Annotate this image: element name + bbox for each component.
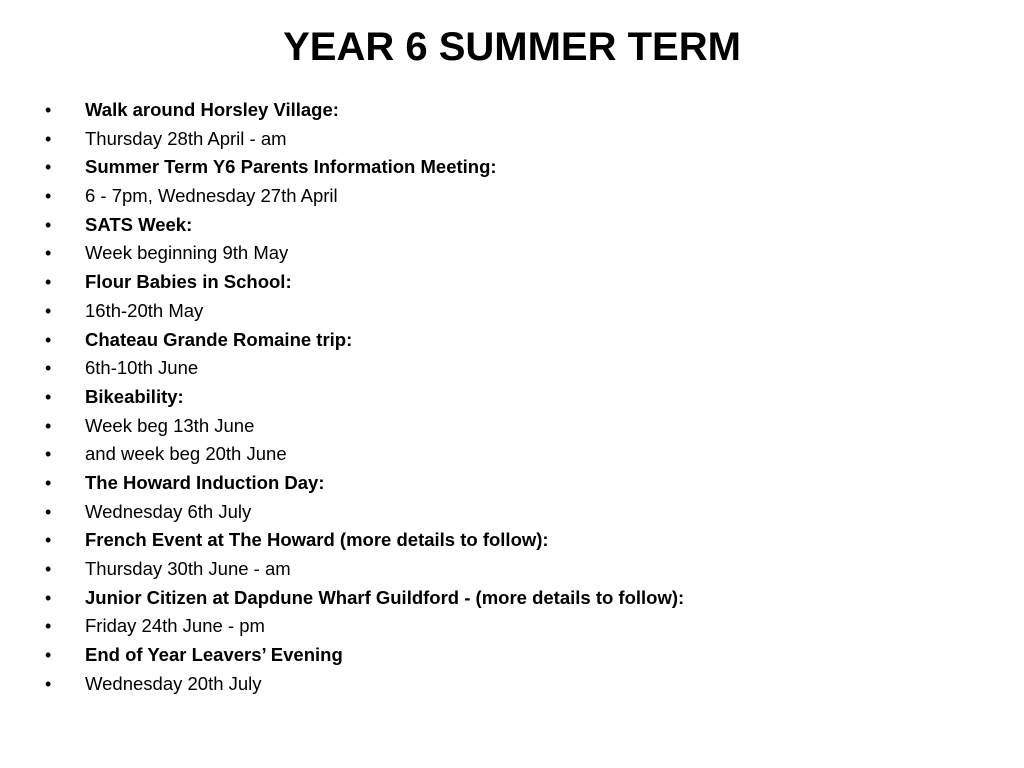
bullet-icon: • <box>45 157 52 178</box>
bullet-icon: • <box>45 645 52 666</box>
list-item-text: 6 - 7pm, Wednesday 27th April <box>85 185 338 207</box>
bullet-icon: • <box>45 186 52 207</box>
list-item-text: Junior Citizen at Dapdune Wharf Guildford - (more details to follow): <box>85 586 685 608</box>
list-item-text: Wednesday 20th July <box>85 672 262 694</box>
list-item-text: Flour Babies in School: <box>85 271 292 293</box>
list-item-text: Week beginning 9th May <box>85 242 289 264</box>
bullet-icon: • <box>45 100 52 120</box>
bullet-icon: • <box>45 214 52 235</box>
list-item-text: Week beg 13th June <box>85 414 255 436</box>
list-item-text: Friday 24th June - pm <box>85 615 265 637</box>
list-item-text: SATS Week: <box>85 213 193 235</box>
list-item-text: End of Year Leavers’ Evening <box>85 644 343 666</box>
bullet-icon: • <box>45 415 52 436</box>
bullet-icon: • <box>45 243 52 264</box>
bullet-icon: • <box>45 272 52 293</box>
bullet-icon: • <box>45 472 52 493</box>
bullet-icon: • <box>45 616 52 637</box>
list-item-text: Walk around Horsley Village: <box>85 99 339 120</box>
list-item-text: Chateau Grande Romaine trip: <box>85 328 353 350</box>
list-item-text: 16th-20th May <box>85 299 204 321</box>
bullet-icon: • <box>45 530 52 551</box>
slide-title: YEAR 6 SUMMER TERM <box>283 25 741 69</box>
list-item-text: 6th-10th June <box>85 357 199 379</box>
bullet-icon: • <box>45 358 52 379</box>
list-item-text: and week beg 20th June <box>85 443 287 465</box>
bullet-icon: • <box>45 587 52 608</box>
bullet-icon: • <box>45 300 52 321</box>
bullet-icon: • <box>45 559 52 579</box>
list-item-text: The Howard Induction Day: <box>85 471 325 493</box>
bullet-icon: • <box>45 501 52 522</box>
list-item-text: Wednesday 6th July <box>85 500 252 522</box>
list-item-text: Summer Term Y6 Parents Information Meeting: <box>85 156 497 178</box>
bullet-icon: • <box>45 444 52 465</box>
bullet-icon: • <box>45 386 52 407</box>
bullet-icon: • <box>45 329 52 350</box>
bullet-icon: • <box>45 128 52 149</box>
bullet-icon: • <box>45 673 52 694</box>
list-item-text: Thursday 30th June - am <box>85 558 291 579</box>
list-item-text: Thursday 28th April - am <box>85 127 287 149</box>
list-item-text: Bikeability: <box>85 385 184 407</box>
list-item-text: French Event at The Howard (more details to follow): <box>85 529 549 551</box>
